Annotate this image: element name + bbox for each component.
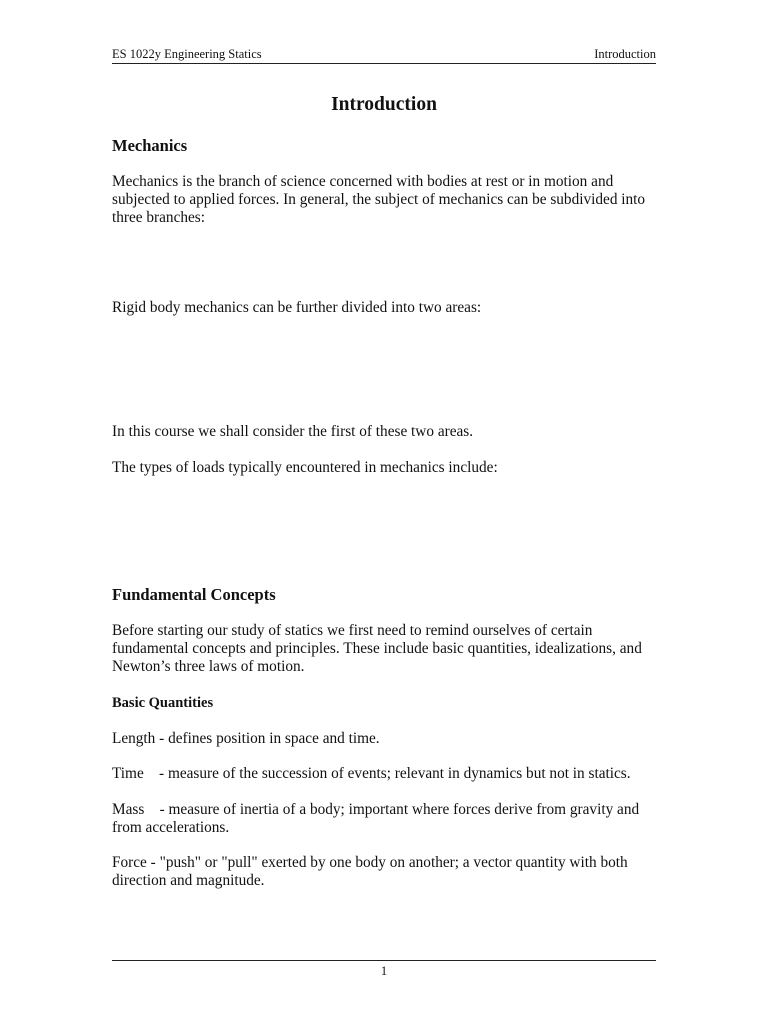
subheading-basic-quantities: Basic Quantities	[112, 695, 214, 711]
loads-intro-paragraph: The types of loads typically encountered in mechanics include:	[112, 459, 498, 476]
page-title: Introduction	[331, 94, 437, 115]
section-heading-mechanics: Mechanics	[112, 136, 188, 155]
header-section-title: Introduction	[594, 47, 656, 61]
page-footer	[112, 960, 656, 979]
rigid-body-paragraph: Rigid body mechanics can be further divided into two areas:	[112, 299, 482, 316]
length-definition: Length - defines position in space and time.	[112, 730, 380, 747]
fundamental-concepts-paragraph: Before starting our study of statics we first need to remind ourselves of certain fundamental concepts and principles. These include basic quantities, idealizations, and Newton’s three laws of motion.	[112, 622, 642, 675]
page-number: 1	[380, 964, 388, 978]
course-scope-paragraph: In this course we shall consider the first of these two areas.	[112, 423, 474, 440]
mass-definition: Mass - measure of inertia of a body; important where forces derive from gravity and from accelerations.	[112, 801, 643, 836]
mechanics-paragraph: Mechanics is the branch of science concerned with bodies at rest or in motion and subjected to applied forces. In general, the subject of mechanics can be subdivided into three branches:	[112, 173, 646, 226]
section-heading-fundamental-concepts: Fundamental Concepts	[112, 585, 276, 604]
page-header	[112, 46, 656, 64]
time-definition: Time - measure of the succession of events; relevant in dynamics but not in statics.	[112, 765, 631, 782]
force-definition: Force - "push" or "pull" exerted by one body on another; a vector quantity with both direction and magnitude.	[112, 854, 628, 889]
header-course-title: ES 1022y Engineering Statics	[112, 47, 262, 61]
